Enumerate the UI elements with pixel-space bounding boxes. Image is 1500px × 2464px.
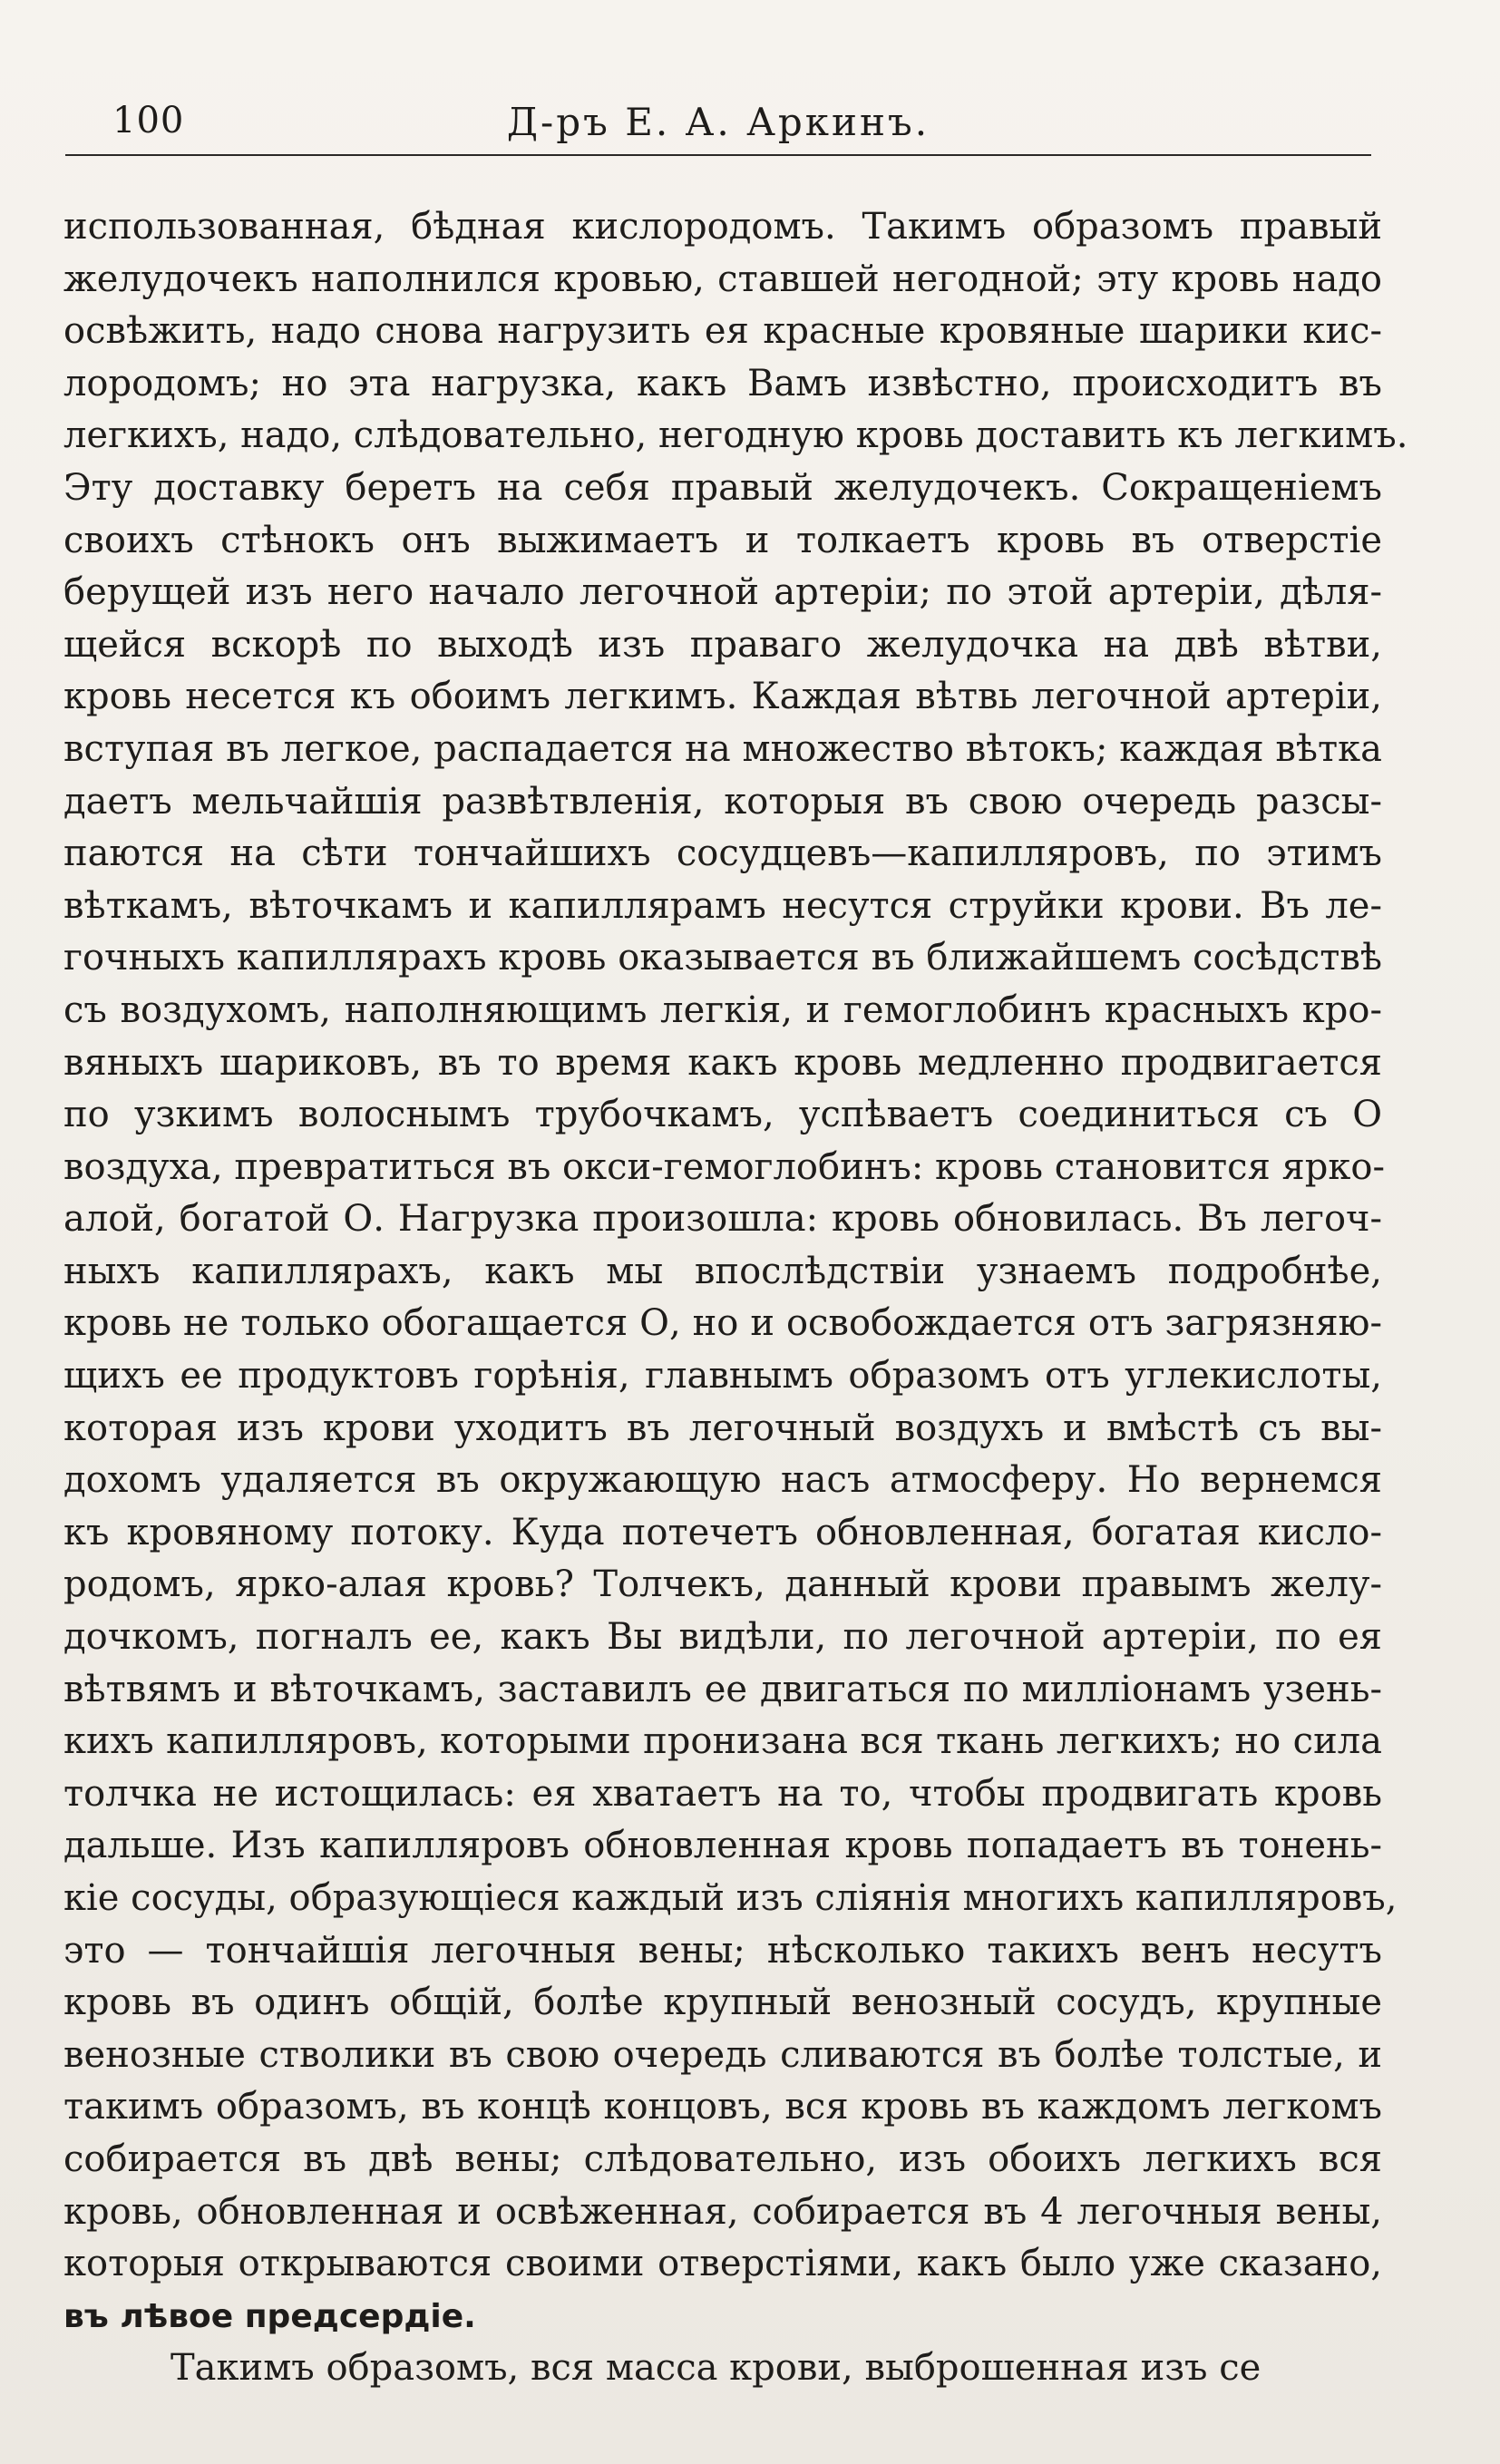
text-line: которая изъ крови уходитъ въ легочный воздухъ и вмѣстѣ съ вы- (63, 1407, 1382, 1449)
text-line: воздуха, превратиться въ окси-гемоглобинъ: кровь становится ярко- (63, 1145, 1385, 1188)
text-line: дохомъ удаляется въ окружающую насъ атмосферу. Но вернемся (63, 1459, 1382, 1502)
text-line: кровь въ одинъ общій, болѣе крупный венозный сосудъ, крупные (63, 1982, 1382, 2024)
text-line: своихъ стѣнокъ онъ выжимаетъ и толкаетъ кровь въ отверстіе (63, 519, 1382, 561)
text-line: Эту доставку беретъ на себя правый желудочекъ. Сокращеніемъ (63, 466, 1382, 509)
text-line: даетъ мельчайшія развѣтвленія, которыя въ свою очередь разсы- (63, 780, 1382, 823)
text-line: лородомъ; но эта нагрузка, какъ Вамъ извѣстно, происходитъ въ (63, 362, 1382, 404)
text-line: кіе сосуды, образующіеся каждый изъ слiянія многихъ капилляровъ, (63, 1877, 1398, 1919)
text-line: желудочекъ наполнился кровью, ставшей негодной; эту кровь надо (63, 258, 1382, 300)
text-line: дочкомъ, погналъ ее, какъ Вы видѣли, по легочной артеріи, по ея (63, 1616, 1382, 1659)
text-line: щейся вскорѣ по выходѣ изъ праваго желудочка на двѣ вѣтви, (63, 623, 1382, 666)
text-line: такимъ образомъ, въ концѣ концовъ, вся кровь въ каждомъ легкомъ (63, 2086, 1382, 2128)
text-line: съ воздухомъ, наполняющимъ легкія, и гемоглобинъ красныхъ кро- (63, 989, 1382, 1031)
text-line-bold: въ лѣвое предсердіе. (63, 2297, 476, 2335)
page-number: 100 (112, 100, 185, 141)
text-line: венозные стволики въ свою очередь сливаются въ болѣе толстые, и (63, 2033, 1382, 2076)
text-line: вѣткамъ, вѣточкамъ и капиллярамъ несутся струйки крови. Въ ле- (63, 884, 1382, 927)
running-head: Д-ръ Е. А. Аркинъ. (506, 100, 930, 144)
text-line: вѣтвямъ и вѣточкамъ, заставилъ ее двигаться по милліонамъ узень- (63, 1668, 1382, 1710)
text-line: по узкимъ волоснымъ трубочкамъ, успѣваетъ соединиться съ О (63, 1094, 1382, 1136)
text-line: это — тончайшія легочныя вены; нѣсколько такихъ венъ несутъ (63, 1929, 1382, 1972)
text-line: кровь, обновленная и освѣженная, собирается въ 4 легочныя вены, (63, 2190, 1382, 2233)
text-line: кровь не только обогащается О, но и освобождается отъ загрязняю- (63, 1302, 1382, 1345)
text-line: алой, богатой О. Нагрузка произошла: кровь обновилась. Въ легоч- (63, 1198, 1382, 1241)
text-line: родомъ, ярко-алая кровь? Толчекъ, данный крови правымъ желу- (63, 1563, 1382, 1606)
text-line: толчка не истощилась: ея хватаетъ на то, чтобы продвигать кровь (63, 1772, 1382, 1815)
text-line: щихъ ее продуктовъ горѣнія, главнымъ образомъ отъ углекислоты, (63, 1355, 1382, 1398)
text-line: ныхъ капиллярахъ, какъ мы впослѣдствіи узнаемъ подробнѣе, (63, 1250, 1382, 1292)
page-header (65, 91, 1371, 156)
paragraph-start-line: Такимъ образомъ, вся масса крови, выброшенная изъ се (170, 2347, 1261, 2390)
text-line: освѣжить, надо снова нагрузить ея красные кровяные шарики кис- (63, 310, 1382, 353)
text-line: использованная, бѣдная кислородомъ. Такимъ образомъ правый (63, 206, 1382, 248)
text-line: собирается въ двѣ вены; слѣдовательно, изъ обоихъ легкихъ вся (63, 2138, 1382, 2180)
text-line: берущей изъ него начало легочной артеріи; по этой артеріи, дѣля- (63, 571, 1382, 614)
text-line: вяныхъ шариковъ, въ то время какъ кровь медленно продвигается (63, 1041, 1382, 1084)
text-line: кихъ капилляровъ, которыми пронизана вся ткань легкихъ; но сила (63, 1720, 1382, 1763)
text-line: къ кровяному потоку. Куда потечетъ обновленная, богатая кисло- (63, 1511, 1382, 1553)
text-line: которыя открываются своими отверстіями, какъ было уже сказано, (63, 2243, 1382, 2285)
text-line: дальше. Изъ капилляровъ обновленная кровь попадаетъ въ тонень- (63, 1825, 1382, 1867)
text-line: кровь несется къ обоимъ легкимъ. Каждая вѣтвь легочной артеріи, (63, 676, 1382, 718)
text-line: паются на сѣти тончайшихъ сосудцевъ—капилляровъ, по этимъ (63, 833, 1382, 875)
text-line: гочныхъ капиллярахъ кровь оказывается въ ближайшемъ сосѣдствѣ (63, 937, 1382, 979)
text-line: легкихъ, надо, слѣдовательно, негодную кровь доставить къ легкимъ. (63, 414, 1408, 457)
text-line: вступая въ легкое, распадается на множество вѣтокъ; каждая вѣтка (63, 727, 1382, 770)
body-text (63, 201, 1408, 2395)
